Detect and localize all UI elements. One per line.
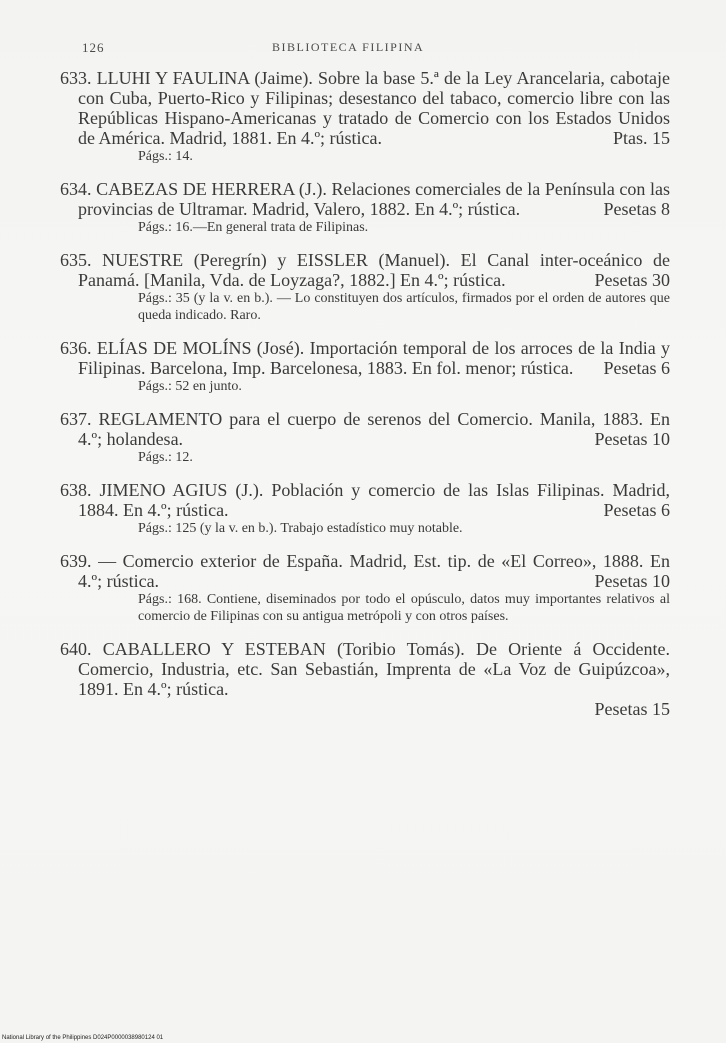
entry-body: CABALLERO Y ESTEBAN (Toribio Tomás). De Oriente á Occidente. Comercio, Industria, etc. San Sebastián, Imprenta de «La Voz de Guipúzcoa», 1891. En 4.º; rústica. <box>78 639 671 699</box>
entry-price: Pesetas 6 <box>603 500 670 520</box>
entry-number: 638. <box>60 480 92 500</box>
entry-number: 634. <box>60 179 92 199</box>
entry-number: 637. <box>60 409 92 429</box>
entry-note: Págs.: 52 en junto. <box>138 379 242 394</box>
catalog-entry <box>60 338 671 395</box>
entry-note: Págs.: 125 (y la v. en b.). Trabajo estadístico muy notable. <box>138 521 463 536</box>
entry-text <box>60 68 671 148</box>
catalog-entry <box>60 639 671 719</box>
catalog-entry <box>60 179 671 236</box>
catalog-entries <box>60 68 671 733</box>
entry-body: LLUHI Y FAULINA (Jaime). Sobre la base 5.ª de la Ley Arancelaria, cabotaje con Cuba, Puerto-Rico y Filipinas; desestanco del tabaco, comercio libre con las Repúblicas Hispano-Americanas y tratado de Comercio con los Estados Unidos de América. Madrid, 1881. En 4.º; rústica. <box>78 68 671 148</box>
entry-price: Pesetas 10 <box>594 429 670 449</box>
entry-body: CABEZAS DE HERRERA (J.). Relaciones comerciales de la Península con las provincias de Ultramar. Madrid, Valero, 1882. En 4.º; rústica. <box>78 179 671 219</box>
entry-text <box>60 250 671 290</box>
entry-body: — Comercio exterior de España. Madrid, Est. tip. de «El Correo», 1888. En 4.º; rústica. <box>78 551 671 591</box>
entry-note: Págs.: 16.—En general trata de Filipinas. <box>138 220 369 235</box>
entry-body: ELÍAS DE MOLÍNS (José). Importación temporal de los arroces de la India y Filipinas. Barcelona, Imp. Barcelonesa, 1883. En fol. menor; rústica. <box>78 338 671 378</box>
catalog-entry <box>60 480 671 537</box>
entry-text <box>60 551 671 591</box>
entry-number: 639. <box>60 551 92 571</box>
entry-price: Pesetas 8 <box>603 199 670 219</box>
scan-footer: National Library of the Philippines D024P0000038980124 01 <box>2 1035 164 1041</box>
entry-text <box>60 179 671 219</box>
entry-body: NUESTRE (Peregrín) y EISSLER (Manuel). El Canal inter-oceánico de Panamá. [Manila, Vda. de Loyzaga?, 1882.] En 4.º; rústica. <box>78 250 671 290</box>
entry-body: REGLAMENTO para el cuerpo de serenos del Comercio. Manila, 1883. En 4.º; holandesa. <box>78 409 670 449</box>
catalog-entry <box>60 250 671 324</box>
entry-price: Pesetas 6 <box>603 358 670 378</box>
entry-number: 640. <box>60 639 92 659</box>
page-number: 126 <box>82 40 105 55</box>
entry-number: 636. <box>60 338 92 358</box>
catalog-entry <box>60 68 671 165</box>
entry-note: Págs.: 168. Contiene, diseminados por todo el opúsculo, datos muy importantes relativos al comercio de Filipinas con su antigua metrópoli y con otros países. <box>138 592 670 624</box>
catalog-entry <box>60 409 670 466</box>
entry-text <box>60 338 671 378</box>
entry-text <box>60 480 671 520</box>
entry-body: JIMENO AGIUS (J.). Población y comercio de las Islas Filipinas. Madrid, 1884. En 4.º; rústica. <box>78 480 671 520</box>
running-title: BIBLIOTECA FILIPINA <box>272 40 425 54</box>
entry-text <box>60 639 671 699</box>
entry-number: 635. <box>60 250 92 270</box>
catalog-entry <box>60 551 671 625</box>
entry-price: Pesetas 10 <box>594 571 670 591</box>
entry-price: Pesetas 15 <box>594 699 670 719</box>
entry-number: 633. <box>60 68 92 88</box>
entry-note: Págs.: 35 (y la v. en b.). — Lo constituyen dos artículos, firmados por el orden de autores que queda indicado. Raro. <box>138 291 670 323</box>
entry-note: Págs.: 14. <box>138 149 193 164</box>
entry-text <box>60 409 670 449</box>
entry-price: Ptas. 15 <box>612 128 670 148</box>
entry-note: Págs.: 12. <box>138 450 193 465</box>
entry-price: Pesetas 30 <box>594 270 670 290</box>
